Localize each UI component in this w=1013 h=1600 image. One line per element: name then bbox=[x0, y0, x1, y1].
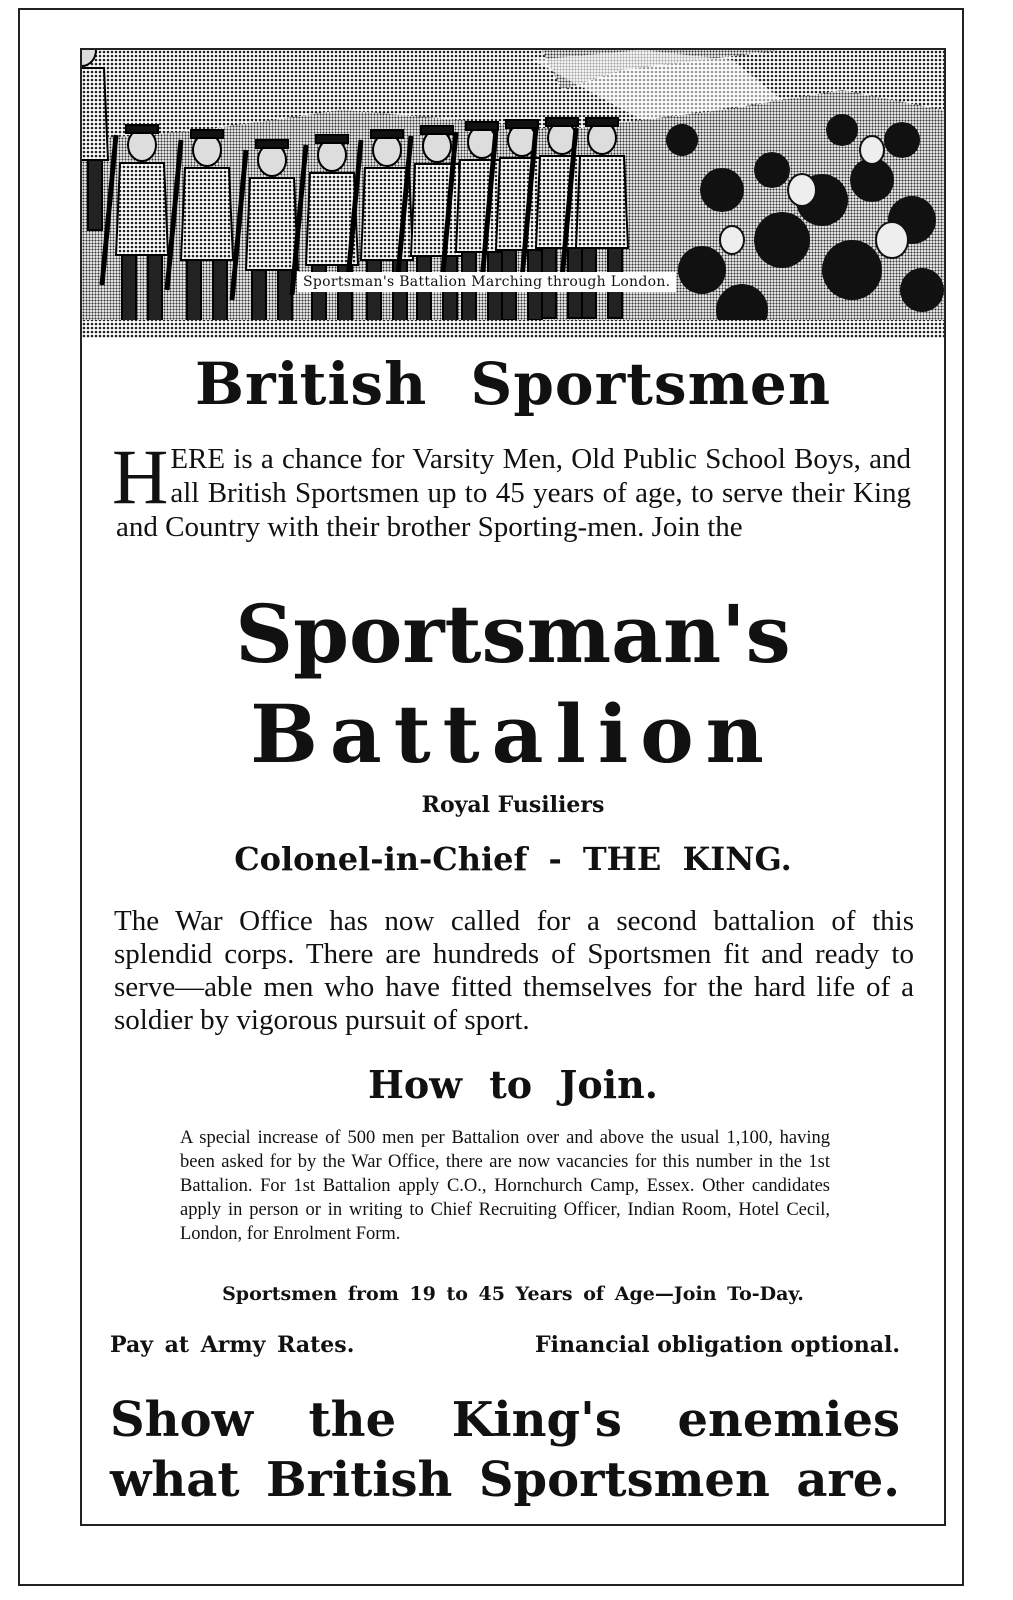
war-office-text: The War Office has now called for a second battalion of this splendid corps. There are hundreds of Sportsmen fit and ready to serve—able men who have fitted themselves for the hard life of a soldier by vigorous pursuit of sport. bbox=[114, 905, 914, 1036]
intro-paragraph bbox=[112, 433, 911, 544]
closing-word: the bbox=[308, 1392, 397, 1448]
drop-cap: H bbox=[112, 433, 169, 520]
regiment-name: Royal Fusiliers bbox=[421, 792, 605, 818]
pay-rates: Pay at Army Rates. bbox=[110, 1332, 355, 1358]
colonel-in-chief: Colonel-in-Chief - THE KING. bbox=[234, 840, 792, 878]
battalion-title-line1: Sportsman's bbox=[235, 587, 791, 681]
poster-outer-border bbox=[18, 8, 964, 1586]
closing-word: enemies bbox=[677, 1392, 900, 1448]
headline: British Sportsmen bbox=[194, 350, 832, 418]
intro-text: ERE is a chance for Varsity Men, Old Public School Boys, and all British Sportsmen up to 45 years of age, to serve their King and Country with their brother Sporting-men. Join the bbox=[116, 443, 911, 543]
how-to-join-heading: How to Join. bbox=[368, 1062, 658, 1107]
how-to-join-text: A special increase of 500 men per Battalion over and above the usual 1,100, having been asked for by the War Office, there are now vacancies for this number in the 1st Battalion. For 1st Battalion apply C.O., Hornchurch Camp, Essex. Other candidates apply in person or in writing to Chief Recruiting Officer, Indian Room, Hotel Cecil, London, for Enrolment Form. bbox=[180, 1128, 830, 1244]
illustration-engraving bbox=[82, 50, 944, 338]
closing-word: British bbox=[265, 1452, 453, 1508]
battalion-title-line2: Battalion bbox=[250, 687, 776, 781]
closing-word: Sportsmen bbox=[478, 1452, 770, 1508]
closing-word: are. bbox=[796, 1452, 900, 1508]
closing-line1 bbox=[110, 1392, 900, 1448]
how-to-join-paragraph bbox=[180, 1126, 830, 1246]
financial-obligation: Financial obligation optional. bbox=[534, 1332, 900, 1358]
closing-line2 bbox=[110, 1452, 900, 1508]
age-range-line: Sportsmen from 19 to 45 Years of Age—Join To-Day. bbox=[222, 1283, 804, 1305]
war-office-paragraph bbox=[114, 905, 914, 1037]
closing-word: what bbox=[110, 1452, 240, 1508]
closing-word: King's bbox=[451, 1392, 622, 1448]
poster-frame bbox=[80, 48, 946, 1526]
marching-battalion-illustration bbox=[82, 50, 944, 338]
closing-word: Show bbox=[110, 1392, 253, 1448]
illustration-caption: Sportsman's Battalion Marching through London. bbox=[297, 272, 676, 292]
